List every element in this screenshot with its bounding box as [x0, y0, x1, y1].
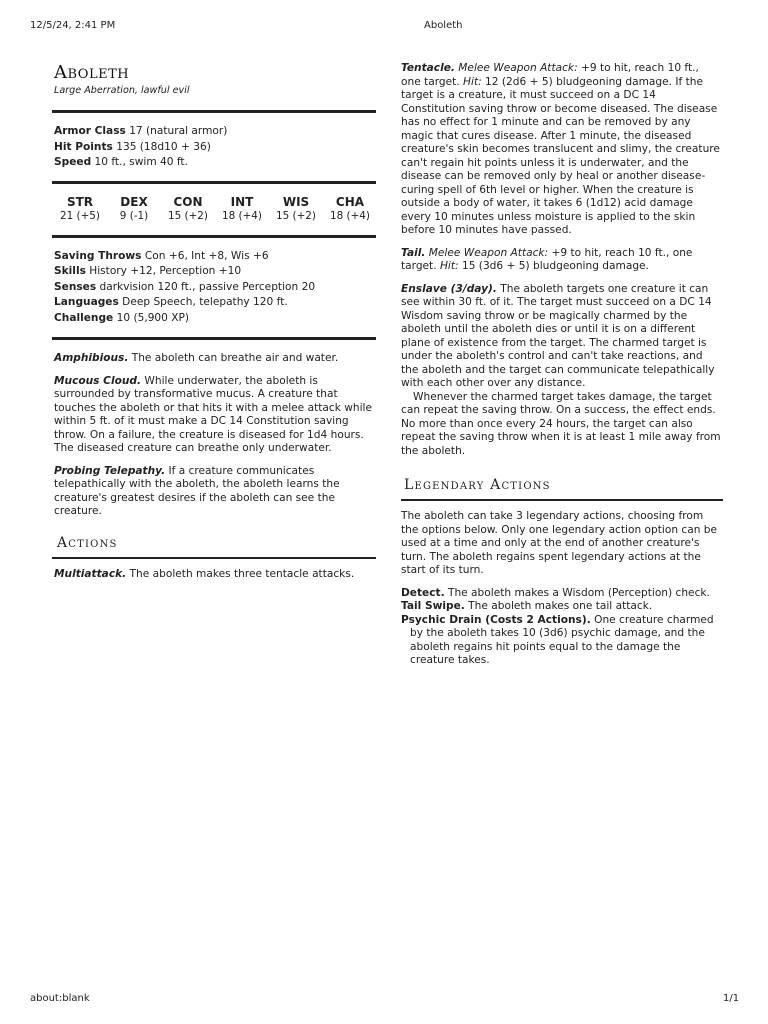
ability-value: 9 (-1) — [119, 209, 149, 222]
saving-throws-label: Saving Throws — [54, 249, 142, 262]
saving-throws-value: Con +6, Int +8, Wis +6 — [141, 249, 269, 262]
languages-value: Deep Speech, telepathy 120 ft. — [118, 296, 288, 308]
print-page-title: Aboleth — [424, 20, 463, 31]
action-text: 12 (2d6 + 5) bludgeoning damage. If the target is a creature, it must succeed on a DC 14 Constitution saving throw or become diseased. The disease has no effect for 1 minute and can be removed by any magic that cures disease. After 1 minute, the diseased creature's skin becomes translucent and slimy, the creature can't regain hit points unless it is underwater, and the disease can be removed only by heal or another disease-curing spell of 6th level or higher. When the creature is outside a body of water, it takes 6 (1d12) acid damage every 10 minutes unless moisture is applied to the skin before 10 minutes have passed. — [401, 75, 720, 236]
ability-name: WIS — [282, 194, 310, 209]
ability-value: 15 (+2) — [276, 209, 316, 222]
basic-stats — [54, 125, 376, 170]
divider-rule — [52, 337, 376, 340]
ability-str — [57, 194, 103, 223]
legendary-actions-heading: Legendary Actions — [404, 477, 551, 493]
legendary-action-detect — [401, 587, 721, 601]
divider-rule — [52, 110, 376, 113]
senses-label: Senses — [54, 280, 97, 293]
ability-int — [219, 194, 265, 223]
legendary-heading-rule — [401, 499, 723, 501]
trait-text: While underwater, the aboleth is surrounded by transformative mucus. A creature that touches the aboleth or that hits it with a melee attack while within 5 ft. of it must make a DC 14 Constitution saving throw. On a failure, the creature is diseased for 1d4 hours. The diseased creature can breathe only underwater. — [54, 374, 372, 454]
speed-line — [54, 156, 376, 170]
ability-value: 21 (+5) — [60, 209, 100, 222]
trait-amphibious — [54, 352, 376, 366]
senses-value: darkvision 120 ft., passive Perception 20 — [96, 280, 316, 293]
action-tail — [401, 247, 721, 274]
trait-probing-telepathy — [54, 465, 376, 519]
legendary-action-name: Tail Swipe. — [401, 600, 465, 612]
legendary-intro: The aboleth can take 3 legendary actions, choosing from the options below. Only one legendary action option can be used at a time and only at the end of another creature's turn. The aboleth regains spent legendary actions at the start of its turn. — [401, 510, 718, 576]
skills-line — [54, 265, 376, 279]
senses-line — [54, 281, 376, 295]
armor-class-label: Armor Class — [54, 125, 126, 137]
legendary-action-name: Psychic Drain (Costs 2 Actions). — [401, 613, 591, 626]
action-name: Tentacle. — [401, 62, 455, 74]
action-text: The aboleth targets one creature it can see within 30 ft. of it. The target must succeed on a DC 14 Wisdom saving throw or be magically charmed by the aboleth until the aboleth dies or until it is on a different plane of existence from the target. The charmed target is under the aboleth's control and can't take reactions, and the aboleth and the target can communicate telepathically with each other over any distance. — [401, 282, 715, 389]
print-url: about:blank — [30, 993, 90, 1004]
trait-name: Mucous Cloud. — [54, 374, 142, 387]
stat-block-right-column — [401, 62, 721, 668]
challenge-label: Challenge — [54, 311, 114, 324]
legendary-action-name: Detect. — [401, 586, 445, 599]
action-tentacle — [401, 62, 721, 238]
legendary-action-text: One creature charmed by the aboleth takes 10 (3d6) psychic damage, and the aboleth regains hit points equal to the damage the creature takes. — [410, 613, 714, 666]
ability-scores — [57, 194, 373, 223]
trait-name: Amphibious. — [54, 352, 129, 364]
attack-type: Melee Weapon Attack: — [425, 246, 549, 259]
trait-text: The aboleth can breathe air and water. — [128, 352, 339, 364]
print-datetime: 12/5/24, 2:41 PM — [30, 20, 116, 31]
legendary-action-psychic-drain — [401, 614, 721, 668]
attack-type: Melee Weapon Attack: — [454, 62, 578, 74]
ability-cha — [327, 194, 373, 223]
action-enslave-continued: Whenever the charmed target takes damage, the target can repeat the saving throw. On a success, the effect ends. No more than once every 24 hours, the target can also repeat the saving throw when it is at least 1 mile away from the aboleth. — [401, 390, 721, 457]
monster-name: Aboleth — [54, 62, 130, 83]
ability-name: CHA — [335, 194, 365, 209]
ability-name: DEX — [120, 194, 148, 209]
speed-label: Speed — [54, 156, 92, 168]
languages-label: Languages — [54, 296, 119, 308]
action-enslave — [401, 283, 721, 391]
divider-rule — [52, 181, 376, 184]
trait-mucous-cloud — [54, 375, 376, 456]
ability-dex — [111, 194, 157, 223]
hit-points-label: Hit Points — [54, 140, 113, 153]
actions-heading: Actions — [57, 534, 118, 551]
ability-name: CON — [173, 194, 203, 209]
action-name: Enslave (3/day). — [401, 282, 497, 295]
ability-con — [165, 194, 211, 223]
challenge-value: 10 (5,900 XP) — [113, 311, 190, 324]
action-multiattack — [54, 568, 376, 582]
attack-text: +9 to hit, reach 10 ft., one target. — [401, 246, 693, 272]
monster-type-line: Large Aberration, lawful evil — [54, 85, 190, 96]
action-text: The aboleth makes three tentacle attacks. — [126, 567, 355, 580]
ability-value: 18 (+4) — [222, 209, 262, 222]
languages-line — [54, 296, 376, 310]
legendary-actions-list — [401, 587, 721, 668]
skills-label: Skills — [54, 265, 86, 277]
ability-wis — [273, 194, 319, 223]
action-name: Tail. — [401, 246, 426, 259]
legendary-action-text: The aboleth makes one tail attack. — [464, 600, 653, 612]
hit-label: Hit: — [439, 260, 459, 272]
ability-value: 15 (+2) — [168, 209, 208, 222]
challenge-line — [54, 312, 376, 326]
armor-class-line — [54, 125, 376, 139]
speed-value: 10 ft., swim 40 ft. — [91, 156, 188, 168]
actions-heading-rule — [52, 557, 376, 559]
divider-rule — [52, 235, 376, 238]
trait-name: Probing Telepathy. — [54, 464, 166, 477]
print-page-number: 1/1 — [723, 993, 740, 1004]
ability-name: STR — [66, 194, 94, 209]
ability-value: 18 (+4) — [330, 209, 370, 222]
hit-label: Hit: — [463, 75, 482, 88]
secondary-stats — [54, 250, 376, 326]
ability-name: INT — [230, 194, 254, 209]
trait-text: If a creature communicates telepathically with the aboleth, the aboleth learns the creature's greatest desires if the aboleth can see the creature. — [54, 464, 340, 517]
attack-text: +9 to hit, reach 10 ft., one target. — [401, 62, 699, 88]
armor-class-value: 17 (natural armor) — [125, 125, 228, 137]
legendary-action-tail-swipe — [401, 600, 721, 614]
hit-points-line — [54, 141, 376, 155]
stat-block-left-column — [54, 62, 376, 581]
legendary-action-text: The aboleth makes a Wisdom (Perception) check. — [444, 586, 710, 599]
hit-points-value: 135 (18d10 + 36) — [112, 140, 211, 153]
skills-value: History +12, Perception +10 — [85, 265, 242, 277]
action-text: 15 (3d6 + 5) bludgeoning damage. — [458, 260, 649, 272]
saving-throws-line — [54, 250, 376, 264]
action-name: Multiattack. — [54, 567, 127, 580]
